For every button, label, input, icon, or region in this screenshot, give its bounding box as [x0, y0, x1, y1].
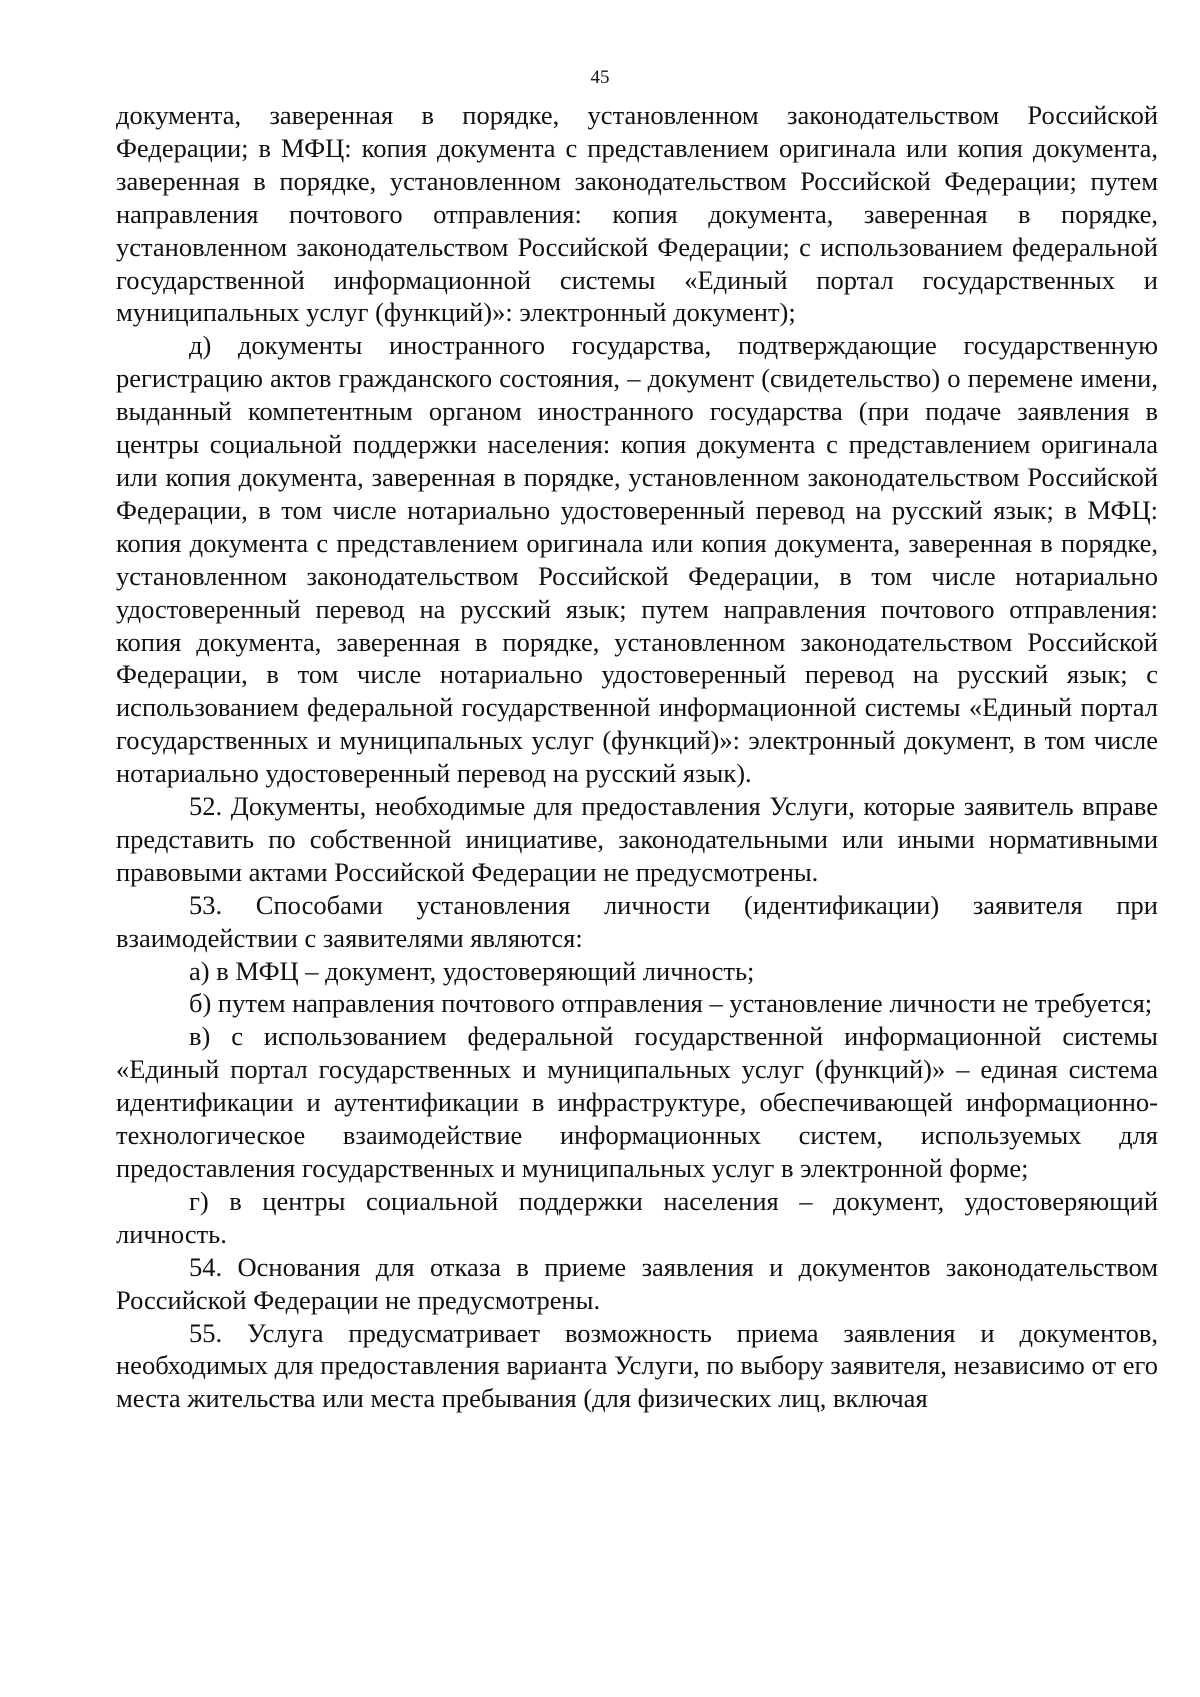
paragraph-53-item-g: г) в центры социальной поддержки населения – документ, удостоверяющий личность. — [116, 1185, 1158, 1249]
page-number: 45 — [590, 67, 610, 88]
paragraph-55: 55. Услуга предусматривает возможность приема заявления и документов, необходимых для предоставления варианта Услуги, по выбору заявителя, независимо от его места жительства или места пребывания (для физических лиц, включая — [116, 1317, 1158, 1414]
paragraph-53: 53. Способами установления личности (идентификации) заявителя при взаимодействии с заявителями являются: — [116, 889, 1158, 953]
paragraph-53-item-b: б) путем направления почтового отправления – установление личности не требуется; — [189, 988, 1153, 1019]
paragraph-53-item-a: а) в МФЦ – документ, удостоверяющий личность; — [189, 955, 755, 986]
paragraph-53-item-v: в) с использованием федеральной государственной информационной системы «Единый портал государственных и муниципальных услуг (функций)» – единая система идентификации и аутентификации в инфраструктуре, обеспечивающей информационно-технологическое взаимодействие информационных систем, используемых для предоставления государственных и муниципальных услуг в электронной форме; — [116, 1021, 1158, 1183]
paragraph-continuation: документа, заверенная в порядке, установленном законодательством Российской Федерации; в МФЦ: копия документа с представлением оригинала или копия документа, заверенная в порядке, установленном законодательством Российской Федерации; путем направления почтового отправления: копия документа, заверенная в порядке, установленном законодательством Российской Федерации; с использованием федеральной государственной информационной системы «Единый портал государственных и муниципальных услуг (функций)»: электронный документ); — [116, 100, 1158, 328]
document-body — [116, 99, 1158, 1415]
paragraph-52: 52. Документы, необходимые для предоставления Услуги, которые заявитель вправе представить по собственной инициативе, законодательными или иными нормативными правовыми актами Российской Федерации не предусмотрены. — [116, 791, 1158, 887]
paragraph-item-d: д) документы иностранного государства, подтверждающие государственную регистрацию актов гражданского состояния, – документ (свидетельство) о перемене имени, выданный компетентным органом иностранного государства (при подаче заявления в центры социальной поддержки населения: копия документа с представлением оригинала или копия документа, заверенная в порядке, установленном законодательством Российской Федерации, в том числе нотариально удостоверенный перевод на русский язык; в МФЦ: копия документа с представлением оригинала или копия документа, заверенная в порядке, установленном законодательством Российской Федерации, в том числе нотариально удостоверенный перевод на русский язык; путем направления почтового отправления: копия документа, заверенная в порядке, установленном законодательством Российской Федерации, в том числе нотариально удостоверенный перевод на русский язык; с использованием федеральной государственной информационной системы «Единый портал государственных и муниципальных услуг (функций)»: электронный документ, в том числе нотариально удостоверенный перевод на русский язык). — [116, 330, 1158, 789]
paragraph-54: 54. Основания для отказа в приеме заявления и документов законодательством Российской Федерации не предусмотрены. — [116, 1251, 1158, 1315]
